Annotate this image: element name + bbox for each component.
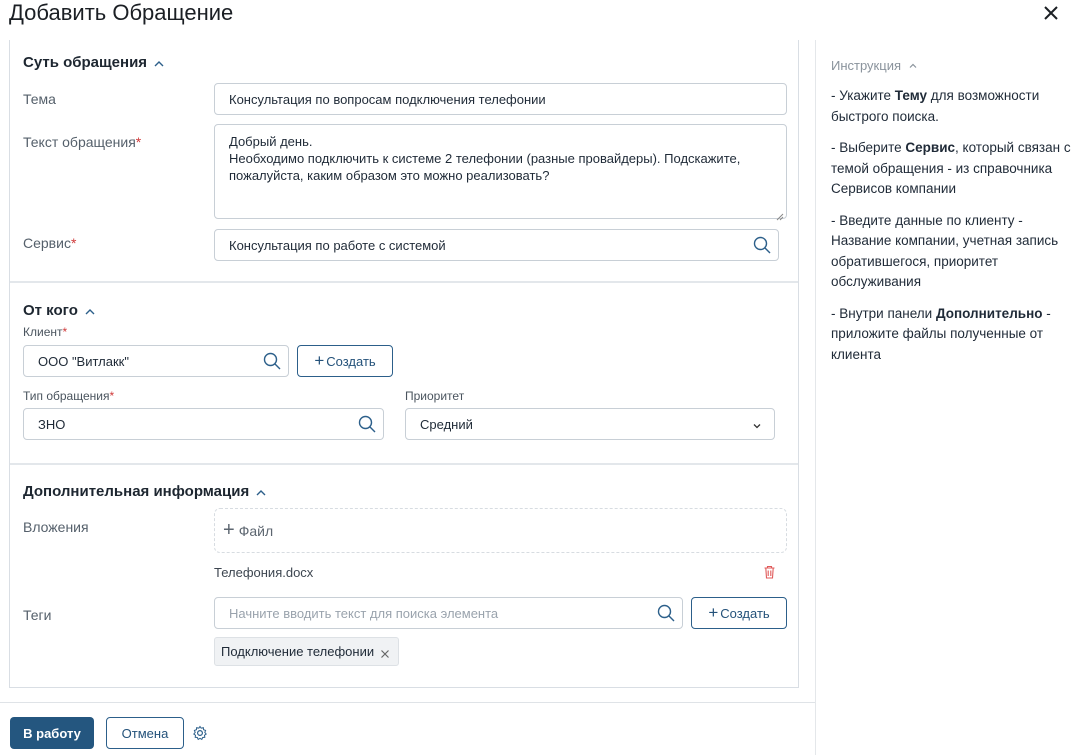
attachments-label: Вложения bbox=[23, 519, 89, 535]
client-value: ООО "Витлакк" bbox=[38, 353, 129, 369]
plus-icon: + bbox=[708, 602, 719, 622]
close-icon[interactable] bbox=[380, 647, 390, 657]
text-label: Текст обращения* bbox=[23, 134, 142, 150]
close-icon bbox=[1040, 2, 1062, 24]
chevron-up-icon bbox=[153, 57, 165, 69]
create-client-label: Создать bbox=[326, 353, 376, 369]
tag-chip-label: Подключение телефонии bbox=[221, 644, 375, 659]
footer-divider bbox=[0, 702, 815, 703]
plus-icon: + bbox=[314, 350, 325, 370]
instruction-item: - Выберите Сервис, который связан с темой обращения - из справочника Сервисов компании bbox=[831, 140, 1071, 196]
search-icon[interactable] bbox=[752, 235, 772, 255]
cancel-button[interactable]: Отмена bbox=[106, 717, 184, 749]
create-client-button[interactable] bbox=[297, 345, 393, 377]
file-dropzone[interactable] bbox=[214, 508, 787, 553]
dialog-title: Добавить Обращение bbox=[9, 0, 234, 25]
search-icon[interactable] bbox=[357, 414, 377, 434]
search-icon[interactable] bbox=[656, 603, 676, 623]
trash-icon[interactable] bbox=[763, 565, 776, 579]
type-input[interactable] bbox=[23, 408, 384, 440]
instructions-header[interactable] bbox=[831, 58, 919, 73]
create-tag-button[interactable] bbox=[691, 597, 787, 629]
topic-value: Консультация по вопросам подключения телефонии bbox=[229, 91, 546, 107]
section-additional-header[interactable] bbox=[23, 483, 267, 500]
section-from-title: От кого bbox=[23, 302, 78, 319]
submit-button[interactable]: В работу bbox=[10, 717, 94, 749]
service-value: Консультация по работе с системой bbox=[229, 237, 446, 253]
tags-label: Теги bbox=[23, 607, 52, 623]
resize-handle-icon[interactable] bbox=[776, 208, 784, 216]
priority-label: Приоритет bbox=[405, 389, 465, 403]
chevron-up-icon bbox=[255, 486, 267, 498]
tags-placeholder: Начните вводить текст для поиска элемента bbox=[229, 605, 499, 621]
file-button-label: Файл bbox=[238, 522, 274, 539]
type-label: Тип обращения* bbox=[23, 389, 115, 403]
create-tag-label: Создать bbox=[720, 605, 770, 621]
service-label: Сервис* bbox=[23, 235, 77, 251]
attachment-filename[interactable]: Телефония.docx bbox=[214, 565, 314, 580]
priority-value: Средний bbox=[420, 416, 473, 432]
section-essence-header[interactable] bbox=[23, 54, 165, 71]
instructions-title: Инструкция bbox=[831, 58, 901, 73]
close-button[interactable] bbox=[1040, 2, 1062, 24]
instruction-item: - Введите данные по клиенту - Название компании, учетная запись обратившегося, приоритет обслуживания bbox=[831, 212, 1059, 289]
form-panel bbox=[9, 40, 799, 688]
section-additional-title: Дополнительная информация bbox=[23, 483, 250, 500]
topic-label: Тема bbox=[23, 91, 56, 107]
chevron-down-icon bbox=[752, 419, 762, 429]
tag-chip[interactable] bbox=[214, 637, 399, 666]
text-textarea[interactable] bbox=[214, 124, 787, 219]
instructions-panel bbox=[815, 40, 1081, 755]
divider bbox=[10, 463, 798, 465]
divider bbox=[10, 281, 798, 283]
search-icon[interactable] bbox=[262, 351, 282, 371]
tags-search-input[interactable] bbox=[214, 597, 683, 629]
chevron-up-icon bbox=[907, 60, 919, 72]
priority-select[interactable] bbox=[405, 408, 775, 440]
section-essence-title: Суть обращения bbox=[23, 54, 148, 71]
topic-input[interactable] bbox=[214, 83, 787, 115]
plus-icon: + bbox=[223, 518, 235, 541]
instruction-item: - Внутри панели Дополнительно - приложите файлы полученные от клиента bbox=[831, 305, 1051, 362]
instructions-body bbox=[831, 86, 1081, 376]
client-label: Клиент* bbox=[23, 325, 68, 339]
service-input[interactable] bbox=[214, 229, 779, 261]
instruction-item: - Укажите Тему для возможности быстрого поиска. bbox=[831, 88, 1040, 124]
client-input[interactable] bbox=[23, 345, 289, 377]
type-value: ЗНО bbox=[38, 416, 66, 432]
section-from-header[interactable] bbox=[23, 302, 96, 319]
chevron-up-icon bbox=[84, 305, 96, 317]
text-value: Добрый день. Необходимо подключить к системе 2 телефонии (разные провайдеры). Подскажите, пожалуйста, каким образом это можно реализовать? bbox=[229, 134, 741, 183]
gear-icon[interactable] bbox=[192, 725, 208, 741]
